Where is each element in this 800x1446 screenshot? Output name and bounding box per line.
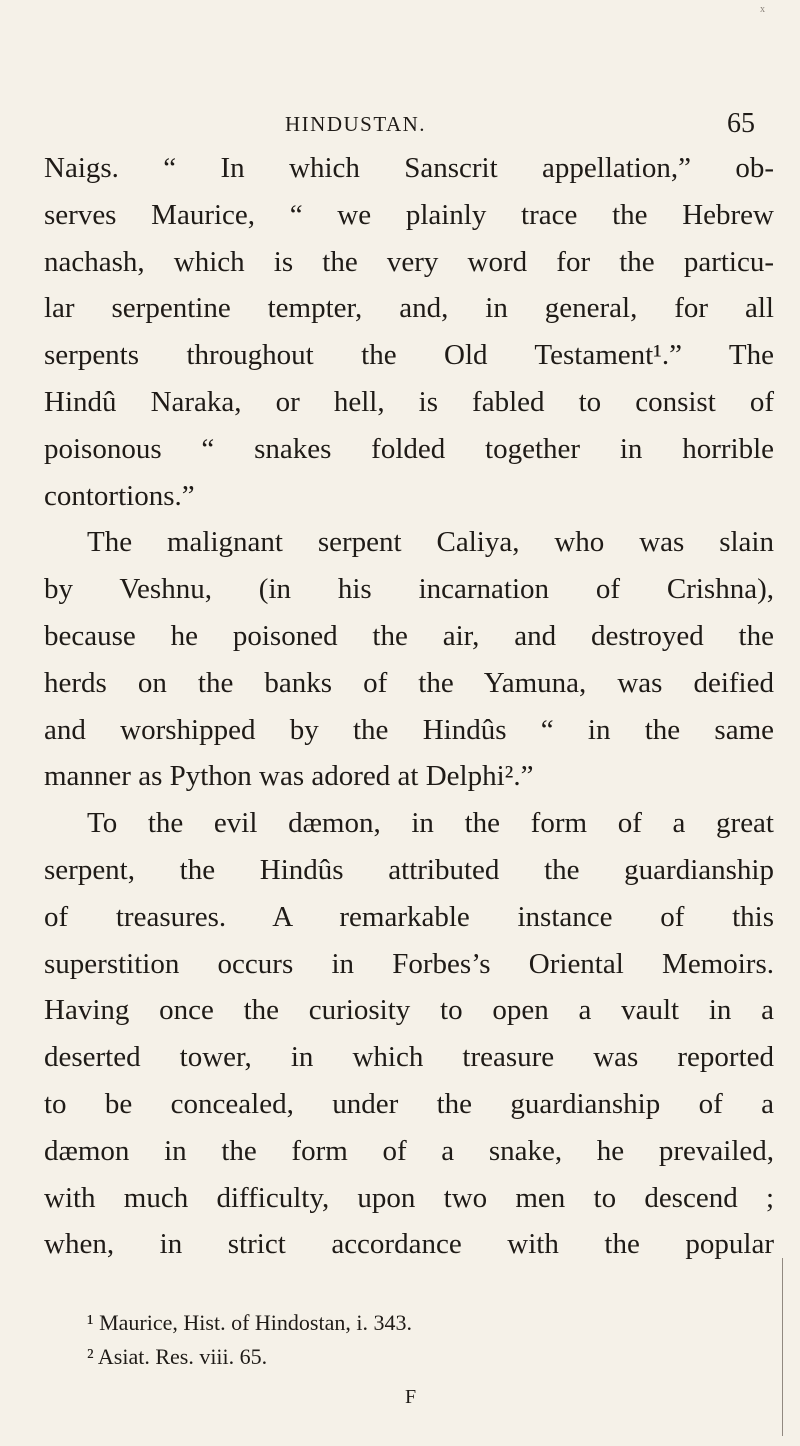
text-line: when, in strict accordance with the popular bbox=[44, 1228, 774, 1261]
text-line: Having once the curiosity to open a vault in a bbox=[44, 994, 774, 1027]
footnotes bbox=[44, 1306, 774, 1374]
text-line: poisonous “ snakes folded together in horrible bbox=[44, 432, 774, 465]
text-line: because he poisoned the air, and destroyed the bbox=[44, 619, 774, 652]
text-line: to be concealed, under the guardianship of a bbox=[44, 1087, 774, 1120]
text-line: with much difficulty, upon two men to descend ; bbox=[44, 1181, 774, 1214]
text-line: Naigs. “ In which Sanscrit appellation,” ob- bbox=[44, 152, 774, 184]
footnote: ¹ Maurice, Hist. of Hindostan, i. 343. bbox=[87, 1310, 412, 1335]
text-line: To the evil dæmon, in the form of a great bbox=[87, 807, 774, 840]
text-line: dæmon in the form of a snake, he prevailed, bbox=[44, 1134, 774, 1167]
main-text bbox=[44, 145, 774, 1268]
running-title: HINDUSTAN. bbox=[285, 112, 427, 136]
text-line: nachash, which is the very word for the particu- bbox=[44, 245, 774, 278]
text-line: lar serpentine tempter, and, in general, for all bbox=[44, 292, 774, 325]
text-line: Hindû Naraka, or hell, is fabled to consist of bbox=[44, 385, 774, 418]
text-line: serves Maurice, “ we plainly trace the Hebrew bbox=[44, 198, 774, 231]
signature-mark: F bbox=[405, 1386, 417, 1408]
text-line: by Veshnu, (in his incarnation of Crishna), bbox=[44, 573, 774, 606]
text-line: of treasures. A remarkable instance of this bbox=[44, 900, 774, 933]
text-line: and worshipped by the Hindûs “ in the same bbox=[44, 713, 774, 746]
page-number: 65 bbox=[727, 108, 755, 139]
text-line: contortions.” bbox=[44, 479, 195, 512]
text-line: The malignant serpent Caliya, who was slain bbox=[87, 526, 774, 559]
text-line: serpent, the Hindûs attributed the guardianship bbox=[44, 853, 774, 886]
page-edge-line bbox=[782, 1258, 783, 1436]
text-line: serpents throughout the Old Testament¹.” The bbox=[44, 339, 774, 372]
text-line: manner as Python was adored at Delphi².” bbox=[44, 760, 534, 793]
text-line: herds on the banks of the Yamuna, was deified bbox=[44, 666, 774, 699]
footnote: ² Asiat. Res. viii. 65. bbox=[87, 1344, 268, 1369]
page-mark: x bbox=[760, 4, 765, 15]
running-head bbox=[0, 106, 800, 142]
text-line: deserted tower, in which treasure was reported bbox=[44, 1041, 774, 1074]
text-line: superstition occurs in Forbes’s Oriental Memoirs. bbox=[44, 947, 774, 980]
